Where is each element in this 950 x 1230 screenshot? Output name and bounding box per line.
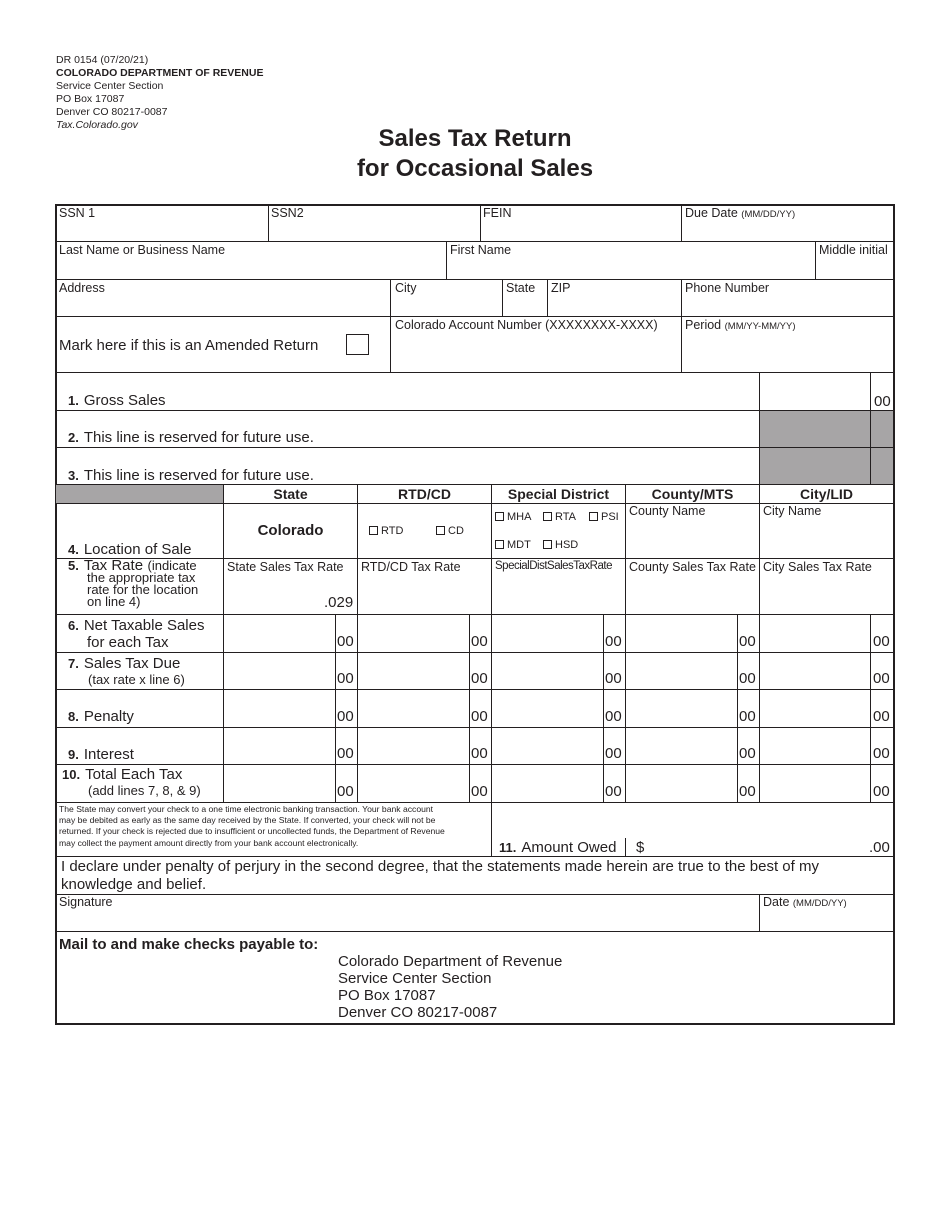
city-name-label: City Name — [763, 504, 822, 518]
cd-option[interactable]: CD — [436, 525, 464, 537]
mha-option[interactable]: MHA — [495, 511, 531, 523]
ssn2-label: SSN2 — [271, 206, 304, 220]
amended-checkbox[interactable] — [346, 334, 369, 355]
dollar-sign: $ — [636, 839, 645, 856]
middle-initial-field[interactable] — [816, 259, 892, 278]
psi-option[interactable]: PSI — [589, 511, 619, 523]
rta-checkbox[interactable] — [543, 512, 552, 521]
col-header-rtd: RTD/CD — [398, 486, 451, 502]
mail-heading: Mail to and make checks payable to: — [59, 936, 319, 953]
line-2-reserved-shade — [760, 411, 893, 447]
disclaimer: The State may convert your check to a one time electronic banking transaction. Your bank account may be debited as early as the same day received by the State. If converted, your check will not be returned. If your check is rejected due to insufficient or uncollected funds, the Department of Revenue may collect the payment amount directly from your bank account electronically. — [59, 804, 445, 848]
cents: 00 — [873, 633, 890, 650]
first-name-label: First Name — [450, 243, 512, 257]
cents: 00 — [873, 783, 890, 800]
cents: 00 — [873, 670, 890, 687]
date-label: Date (MM/DD/YY) — [763, 895, 847, 909]
state-colorado: Colorado — [257, 522, 324, 539]
signature-label: Signature — [59, 895, 113, 909]
title-line-2: for Occasional Sales — [356, 155, 594, 182]
signature-field[interactable] — [57, 911, 758, 930]
line-1-label: 1. Gross Sales — [68, 392, 166, 409]
city-rate-label: City Sales Tax Rate — [763, 560, 872, 574]
line-8-label: 8. Penalty — [68, 708, 134, 725]
county-rate-label: County Sales Tax Rate — [629, 560, 756, 574]
section-name: Service Center Section — [56, 80, 164, 92]
address-field[interactable] — [57, 297, 389, 315]
city-zip: Denver CO 80217-0087 — [56, 106, 168, 118]
middle-initial-label: Middle initial — [819, 243, 888, 257]
period-label: Period (MM/YY-MM/YY) — [685, 318, 796, 332]
city-field[interactable] — [391, 297, 501, 315]
due-date-label: Due Date (MM/DD/YY) — [685, 206, 796, 220]
mdt-checkbox[interactable] — [495, 540, 504, 549]
amount-owed-cents: .00 — [869, 839, 890, 856]
fein-field[interactable] — [481, 222, 680, 240]
state-label: State — [506, 281, 536, 295]
ssn2-field[interactable] — [269, 222, 479, 240]
mdt-option[interactable]: MDT — [495, 539, 531, 551]
line-1-cents: 00 — [874, 393, 891, 410]
county-name-label: County Name — [629, 504, 706, 518]
cents: 00 — [471, 783, 488, 800]
website: Tax.Colorado.gov — [56, 119, 138, 131]
zip-field[interactable] — [548, 297, 680, 315]
form-id: DR 0154 (07/20/21) — [56, 54, 149, 66]
fein-label: FEIN — [483, 206, 512, 220]
cents: 00 — [739, 745, 756, 762]
due-date-field[interactable] — [682, 222, 892, 240]
last-name-label: Last Name or Business Name — [59, 243, 226, 257]
cents: 00 — [739, 783, 756, 800]
period-field[interactable] — [682, 336, 892, 371]
cd-checkbox[interactable] — [436, 526, 445, 535]
city-name-field[interactable] — [760, 520, 893, 557]
declaration: I declare under penalty of perjury in the second degree, that the statements made herein are true to the best of my knowledge and belief. — [61, 858, 819, 893]
cents: 00 — [739, 670, 756, 687]
line-2-label: 2. This line is reserved for future use. — [68, 429, 314, 446]
line-9-label: 9. Interest — [68, 746, 134, 763]
cents: 00 — [873, 745, 890, 762]
address-label: Address — [59, 281, 105, 295]
line-3-label: 3. This line is reserved for future use. — [68, 467, 314, 484]
phone-field[interactable] — [682, 297, 892, 315]
line-3-reserved-shade — [760, 448, 893, 484]
ssn1-label: SSN 1 — [59, 206, 96, 220]
cents: 00 — [471, 745, 488, 762]
state-rate-label: State Sales Tax Rate — [227, 560, 344, 574]
city-label: City — [395, 281, 417, 295]
cents: 00 — [739, 633, 756, 650]
line-5-label: 5. Tax Rate (indicate the appropriate tax rate for the location on line 4) — [68, 557, 199, 609]
col-header-city: City/LID — [800, 486, 853, 502]
line-10-label: 10. Total Each Tax (add lines 7, 8, & 9) — [62, 766, 201, 798]
po-box: PO Box 17087 — [56, 93, 125, 105]
signature-date-field[interactable] — [760, 911, 892, 930]
rtd-option[interactable]: RTD — [369, 525, 403, 537]
phone-label: Phone Number — [685, 281, 770, 295]
cents: 00 — [605, 708, 622, 725]
state-field[interactable] — [503, 297, 546, 315]
amount-owed-field[interactable] — [650, 822, 865, 854]
rta-option[interactable]: RTA — [543, 511, 576, 523]
form-title — [0, 124, 950, 184]
hsd-checkbox[interactable] — [543, 540, 552, 549]
cents: 00 — [605, 670, 622, 687]
mha-checkbox[interactable] — [495, 512, 504, 521]
account-number-field[interactable] — [391, 336, 680, 371]
col-header-county: County/MTS — [651, 486, 734, 502]
first-name-field[interactable] — [447, 259, 814, 278]
form-header — [56, 54, 263, 132]
county-name-field[interactable] — [626, 520, 758, 557]
cents: 00 — [471, 708, 488, 725]
rtd-checkbox[interactable] — [369, 526, 378, 535]
line-6-label: 6. Net Taxable Sales for each Tax — [68, 617, 205, 651]
col-header-special: Special District — [507, 486, 610, 502]
cents: 00 — [471, 670, 488, 687]
line-7-label: 7. Sales Tax Due (tax rate x line 6) — [68, 655, 185, 687]
cents: 00 — [873, 708, 890, 725]
cents: 00 — [337, 745, 354, 762]
cents: 00 — [605, 783, 622, 800]
cents: 00 — [605, 633, 622, 650]
cents: 00 — [337, 708, 354, 725]
cents: 00 — [337, 783, 354, 800]
cents: 00 — [337, 670, 354, 687]
account-number-label: Colorado Account Number (XXXXXXXX-XXXX) — [395, 318, 658, 332]
special-rate-label: SpecialDistSalesTaxRate — [495, 560, 612, 572]
zip-label: ZIP — [551, 281, 571, 295]
title-line-1: Sales Tax Return — [378, 125, 572, 152]
cents: 00 — [739, 708, 756, 725]
state-rate-value: .029 — [324, 594, 354, 611]
last-name-field[interactable] — [57, 259, 445, 278]
col-header-state: State — [273, 486, 308, 502]
psi-checkbox[interactable] — [589, 512, 598, 521]
department-name: COLORADO DEPARTMENT OF REVENUE — [56, 67, 264, 79]
rtd-rate-label: RTD/CD Tax Rate — [361, 560, 461, 574]
cents: 00 — [605, 745, 622, 762]
cents: 00 — [471, 633, 488, 650]
hsd-option[interactable]: HSD — [543, 539, 578, 551]
ssn1-field[interactable] — [57, 222, 267, 240]
line-11-label: 11. Amount Owed — [499, 839, 617, 856]
amended-label: Mark here if this is an Amended Return — [59, 337, 319, 354]
cents: 00 — [337, 633, 354, 650]
line-4-label: 4. Location of Sale — [68, 541, 192, 558]
gross-sales-field[interactable] — [760, 374, 869, 409]
mail-address: Colorado Department of Revenue Service Center Section PO Box 17087 Denver CO 80217-0087 — [338, 953, 563, 1021]
